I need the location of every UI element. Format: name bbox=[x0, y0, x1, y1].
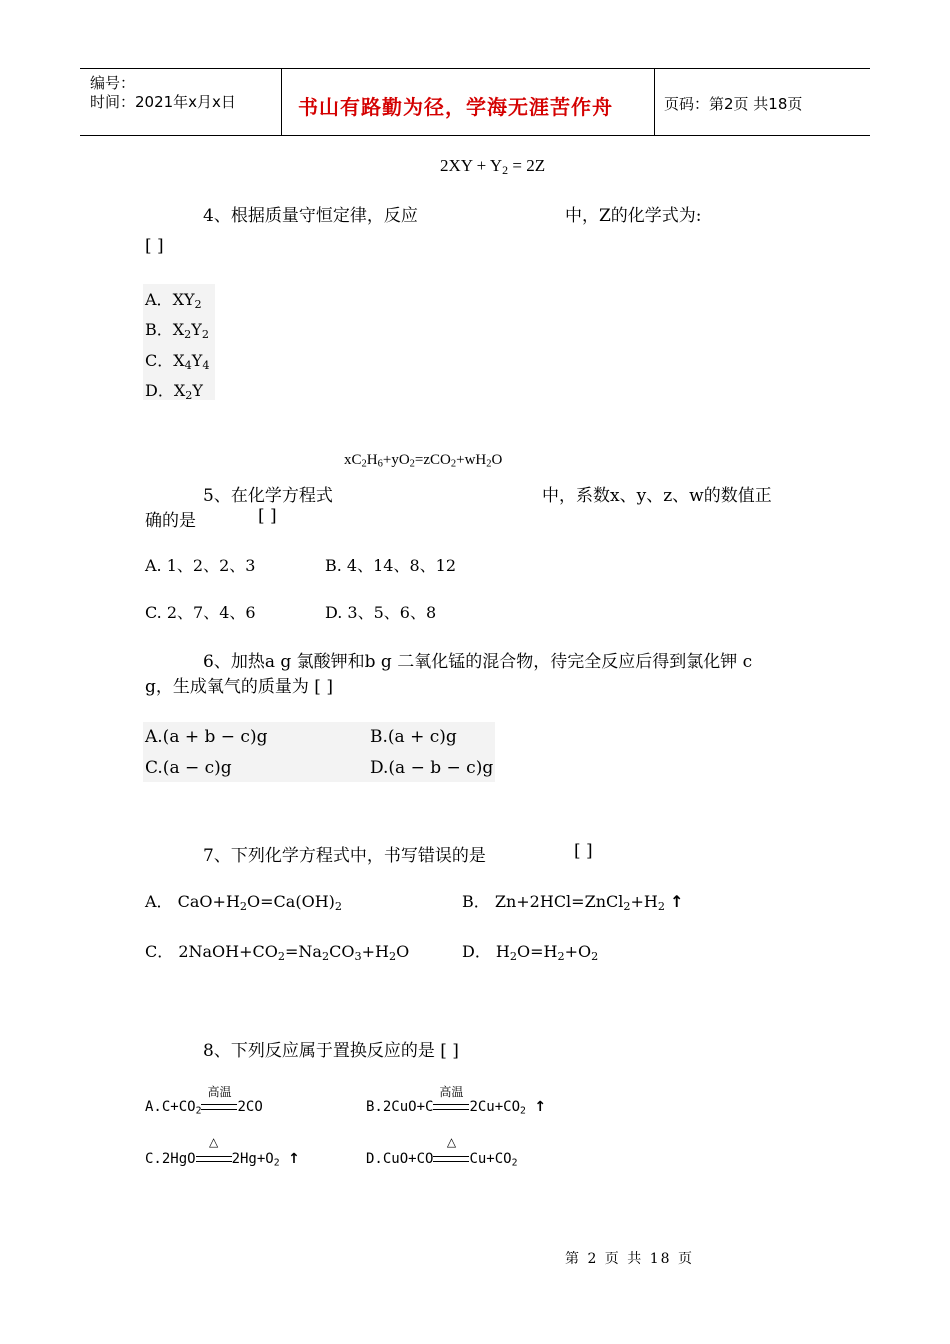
condition-heat: △ bbox=[196, 1151, 232, 1167]
header-divider-right bbox=[654, 68, 655, 136]
q4-stem-before: 4、根据质量守恒定律，反应 bbox=[203, 206, 418, 226]
q5-stem-line2: 确的是 bbox=[145, 511, 196, 531]
q5-stem-after: 中，系数x、y、z、w的数值正 bbox=[542, 486, 772, 506]
header-divider-left bbox=[281, 68, 282, 136]
q4-stem-after: 中，Z的化学式为: bbox=[565, 206, 702, 226]
page-footer: 第 2 页 共 18 页 bbox=[565, 1251, 694, 1267]
q7-bracket: [ ] bbox=[574, 841, 593, 861]
q8-option-d: D.CuO+CO △ $Cu+CO_2$ bbox=[366, 1135, 518, 1169]
q5-stem-before: 5、在化学方程式 bbox=[203, 486, 333, 506]
q7-option-a: A． $CaO+H_2O=Ca(OH)_2$ bbox=[145, 892, 343, 913]
header-number-label: 编号： bbox=[90, 74, 136, 92]
q4-option-c: C．$X_4Y_4$ bbox=[145, 351, 210, 372]
q6-stem-line2: g，生成氧气的质量为 [ ] bbox=[145, 677, 333, 697]
q5-option-c: C. 2、7、4、6 bbox=[145, 603, 256, 622]
header-top-rule bbox=[80, 68, 870, 69]
q6-option-c: C.(a − c)g bbox=[145, 758, 232, 778]
q8-option-a: $A.C+CO_2$ 高温 2CO bbox=[145, 1085, 263, 1117]
q4-option-a: A．$XY_2$ bbox=[145, 290, 202, 311]
q6-option-b: B.(a + c)g bbox=[370, 727, 457, 747]
q4-equation: $2XY + Y_2 = 2Z$ bbox=[440, 156, 546, 177]
q6-option-d: D.(a − b − c)g bbox=[370, 758, 494, 778]
q7-option-b: B． $Zn+2HCl=ZnCl_2+H_2$ ↑ bbox=[462, 892, 684, 913]
q7-stem: 7、下列化学方程式中，书写错误的是 bbox=[203, 846, 486, 866]
header-page-info: 页码：第2页 共18页 bbox=[664, 95, 803, 113]
q5-equation: $xC_2H_6+yO_2=zCO_2+wH_2O$ bbox=[344, 452, 503, 470]
condition-heat: △ bbox=[433, 1151, 469, 1167]
q4-option-d: D．$X_2Y$ bbox=[145, 381, 203, 402]
q5-option-b: B. 4、14、8、12 bbox=[325, 556, 457, 575]
q6-option-a: A.(a + b − c)g bbox=[145, 727, 268, 747]
q6-stem-line1: 6、加热a g 氯酸钾和b g 二氧化锰的混合物，待完全反应后得到氯化钾 c bbox=[203, 652, 753, 672]
condition-high-temp: 高温 bbox=[433, 1099, 469, 1115]
header-motto: 书山有路勤为径，学海无涯苦作舟 bbox=[298, 95, 613, 119]
gas-up-arrow-icon: ↑ bbox=[670, 892, 684, 911]
header-bottom-rule bbox=[80, 135, 870, 136]
q8-option-c: C.2HgO △ $2Hg+O_2$ ↑ bbox=[145, 1135, 300, 1169]
q4-bracket: [ ] bbox=[145, 236, 164, 256]
gas-up-arrow-icon: ↑ bbox=[288, 1151, 300, 1167]
q4-option-b: B．$X_2Y_2$ bbox=[145, 320, 209, 341]
q7-option-c: C． $2NaOH+CO_2=Na_2CO_3+H_2O$ bbox=[145, 942, 410, 963]
q8-stem: 8、下列反应属于置换反应的是 [ ] bbox=[203, 1041, 459, 1061]
q5-bracket: [ ] bbox=[258, 506, 277, 526]
q7-option-d: D． $H_2O=H_2+O_2$ bbox=[462, 942, 599, 963]
q5-option-a: A. 1、2、2、3 bbox=[145, 556, 256, 575]
condition-high-temp: 高温 bbox=[201, 1099, 237, 1115]
header-time-label: 时间：2021年x月x日 bbox=[90, 93, 236, 111]
q5-option-d: D. 3、5、6、8 bbox=[325, 603, 437, 622]
q8-option-b: B.2CuO+C 高温 $2Cu+CO_2$ ↑ bbox=[366, 1085, 547, 1117]
gas-up-arrow-icon: ↑ bbox=[534, 1099, 547, 1115]
